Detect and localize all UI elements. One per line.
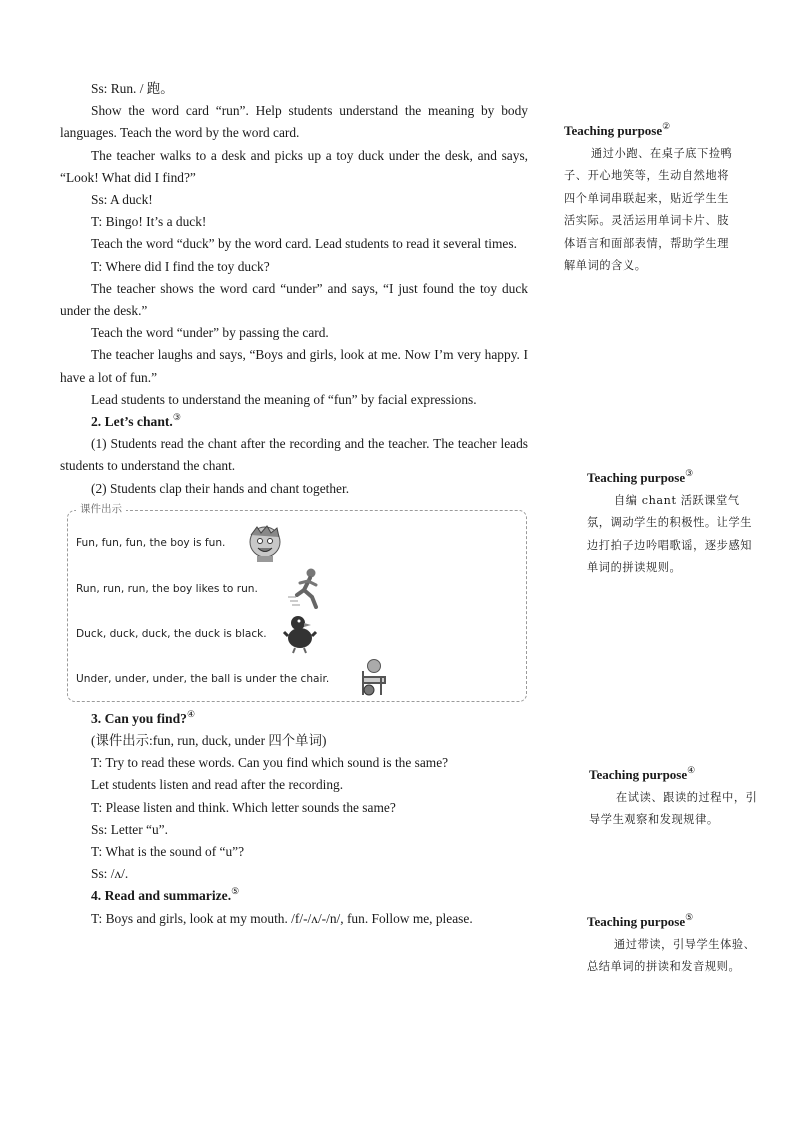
instruction-paragraph: (2) Students clap their hands and chant together. (91, 480, 350, 496)
note-body: 在试读、跟读的过程中，引导学生观察和发现规律。 (589, 791, 758, 827)
note-body: 通过带读，引导学生体验、总结单词的拼读和发音规则。 (587, 938, 756, 974)
teaching-purpose-note (587, 468, 759, 580)
note-title: Teaching purpose④ (589, 765, 696, 782)
courseware-tag: 课件出示 (76, 502, 126, 516)
dialogue-line: Ss: /ʌ/. (91, 866, 129, 882)
note-marker: ⑤ (231, 886, 240, 897)
instruction-paragraph: Teach the word “duck” by the word card. Lead students to read it several times. (91, 236, 517, 252)
instruction-paragraph: The teacher laughs and says, “Boys and girls, look at me. Now I’m very happy. I have a lot of fun.” (60, 347, 528, 385)
dialogue-line: T: Bingo! It’s a duck! (91, 214, 207, 230)
black-duck-illustration (282, 612, 318, 654)
chant-line: Duck, duck, duck, the duck is black. (76, 627, 267, 640)
smiling-boy-illustration (245, 523, 285, 563)
instruction-paragraph: (1) Students read the chant after the recording and the teacher. The teacher leads students to understand the chant. (60, 436, 528, 474)
note-title: Teaching purpose③ (587, 468, 694, 485)
chant-line: Run, run, run, the boy likes to run. (76, 582, 258, 595)
dialogue-line: T: Where did I find the toy duck? (91, 258, 270, 274)
courseware-box (67, 502, 527, 702)
dialogue-line: Ss: A duck! (91, 192, 153, 208)
instruction-paragraph: Show the word card “run”. Help students understand the meaning by body languages. Teach the word by the word card. (60, 103, 528, 141)
instruction-paragraph: Let students listen and read after the recording. (91, 777, 344, 793)
dialogue-line: Ss: Run. / 跑。 (91, 81, 174, 96)
ball-under-chair-illustration (355, 657, 389, 697)
dialogue-line: T: Boys and girls, look at my mouth. /f/-/ʌ/-/n/, fun. Follow me, please. (91, 910, 473, 926)
section-heading-can-you-find: 3. Can you find?④ (91, 708, 196, 726)
courseware-note: (课件出示:fun, run, duck, under 四个单词) (91, 733, 327, 749)
note-marker: ③ (172, 412, 181, 423)
dialogue-line: T: Please listen and think. Which letter sounds the same? (91, 799, 396, 815)
note-title: Teaching purpose② (564, 121, 671, 138)
note-body: 自编 chant 活跃课堂气氛，调动学生的积极性。让学生边打拍子边吟唱歌谣，逐步感知单词的拼读规则。 (587, 494, 753, 575)
teaching-purpose-note (587, 912, 759, 979)
dialogue-line: T: What is the sound of “u”? (91, 844, 245, 860)
section-heading-read-and-summarize: 4. Read and summarize.⑤ (91, 886, 240, 904)
chant-line: Fun, fun, fun, the boy is fun. (76, 536, 226, 549)
section-heading-chant: 2. Let’s chant.③ (91, 412, 181, 430)
instruction-paragraph: The teacher walks to a desk and picks up a toy duck under the desk, and says, “Look! What did I find?” (60, 147, 528, 185)
teaching-purpose-note (564, 121, 740, 277)
dialogue-line: Ss: Letter “u”. (91, 821, 168, 837)
instruction-paragraph: Teach the word “under” by passing the card. (91, 325, 329, 341)
note-title: Teaching purpose⑤ (587, 912, 694, 929)
dialogue-line: T: Try to read these words. Can you find which sound is the same? (91, 755, 449, 771)
teaching-purpose-note (589, 765, 761, 832)
note-body: 通过小跑、在桌子底下捡鸭子、开心地笑等，生动自然地将四个单词串联起来，贴近学生生活实际。灵活运用单词卡片、肢体语言和面部表情，帮助学生理解单词的含义。 (564, 147, 733, 273)
lesson-body (60, 78, 528, 930)
note-marker: ④ (186, 708, 196, 719)
instruction-paragraph: Lead students to understand the meaning of “fun” by facial expressions. (91, 391, 477, 407)
running-boy-illustration (286, 567, 324, 609)
chant-line: Under, under, under, the ball is under the chair. (76, 672, 330, 685)
instruction-paragraph: The teacher shows the word card “under” and says, “I just found the toy duck under the desk.” (60, 280, 528, 319)
